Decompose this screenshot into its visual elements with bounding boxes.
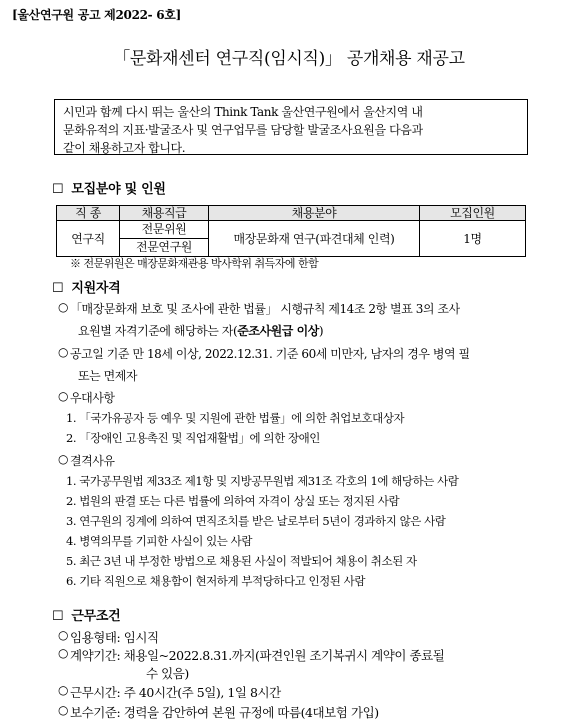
condition-item: 계약기간: 채용일~2022.8.31.까지(파견인원 조기복귀시 계약이 종료될 xyxy=(70,648,445,663)
table-header: 채용직급 xyxy=(120,206,209,221)
circle-bullet-icon: ○ xyxy=(58,452,69,466)
emphasis-text: 준조사원급 이상 xyxy=(237,324,319,338)
page-title: 「문화재센터 연구직(임시직)」 공개채용 재공고 xyxy=(113,49,465,69)
condition-item-cont: 수 있음) xyxy=(146,666,189,681)
checkbox-square-icon: ☐ xyxy=(52,609,64,624)
table-header: 직 종 xyxy=(57,206,120,221)
qualification-item-cont: 요원별 자격기준에 해당하는 자(준조사원급 이상) xyxy=(78,324,324,338)
disqual-title: 결격사유 xyxy=(70,454,115,468)
condition-item: 근무시간: 주 40시간(주 5일), 1일 8시간 xyxy=(70,685,281,700)
circle-bullet-icon: ○ xyxy=(58,300,69,314)
table-cell-grade: 전문위원 xyxy=(120,221,209,239)
section-heading-conditions xyxy=(52,605,120,624)
table-cell-job-type: 연구직 xyxy=(57,221,120,257)
condition-item: 임용형태: 임시직 xyxy=(70,630,159,645)
section-heading-recruit xyxy=(52,178,166,197)
condition-item: 보수기준: 경력을 감안하여 본원 규정에 따름(4대보험 가입) xyxy=(70,705,379,720)
disqual-item: 2. 법원의 판결 또는 다른 법률에 의하여 자격이 상실 또는 정지된 사람 xyxy=(66,494,400,508)
qualification-item: 공고일 기준 만 18세 이상, 2022.12.31. 기준 60세 미만자, 남자의 경우 병역 필 xyxy=(70,347,470,361)
intro-box xyxy=(54,99,528,155)
circle-bullet-icon: ○ xyxy=(58,703,69,717)
recruit-table xyxy=(56,205,526,257)
disqual-item: 6. 기타 직원으로 채용함이 현저하게 부적당하다고 인정된 사람 xyxy=(66,574,365,588)
disqual-item: 4. 병역의무를 기피한 사실이 있는 사람 xyxy=(66,534,252,548)
section-title: 근무조건 xyxy=(71,609,121,624)
table-row xyxy=(57,221,526,239)
qualification-item: 「매장문화재 보호 및 조사에 관한 법률」 시행규칙 제14조 2항 별표 3의 조사 xyxy=(70,302,460,316)
table-header: 채용분야 xyxy=(209,206,420,221)
disqual-item: 3. 연구원의 징계에 의하여 면직조치를 받은 날로부터 5년이 경과하지 않은 사람 xyxy=(66,514,446,528)
circle-bullet-icon: ○ xyxy=(58,646,69,660)
circle-bullet-icon: ○ xyxy=(58,683,69,697)
circle-bullet-icon: ○ xyxy=(58,389,69,403)
preference-item: 1. 「국가유공자 등 예우 및 지원에 관한 법률」에 의한 취업보호대상자 xyxy=(66,411,405,425)
table-cell-count: 1명 xyxy=(420,221,526,257)
table-header: 모집인원 xyxy=(420,206,526,221)
preference-title: 우대사항 xyxy=(70,391,115,405)
intro-line: 문화유적의 지표·발굴조사 및 연구업무를 담당할 발굴조사요원을 다음과 xyxy=(63,123,423,137)
disqual-item: 5. 최근 3년 내 부정한 방법으로 채용된 사실이 적발되어 채용이 취소된 자 xyxy=(66,554,417,568)
qualification-item-cont: 또는 면제자 xyxy=(78,369,138,383)
table-cell-grade: 전문연구원 xyxy=(120,239,209,257)
table-header-row xyxy=(57,206,526,221)
notice-number: [울산연구원 공고 제2022- 6호] xyxy=(12,8,181,22)
intro-line: 같이 채용하고자 합니다. xyxy=(63,141,186,155)
section-heading-qualification xyxy=(52,277,120,296)
preference-item: 2. 「장애인 고용촉진 및 직업재활법」에 의한 장애인 xyxy=(66,431,320,445)
disqual-item: 1. 국가공무원법 제33조 제1항 및 지방공무원법 제31조 각호의 1에 해당하는 사람 xyxy=(66,474,459,488)
section-title: 모집분야 및 인원 xyxy=(71,182,166,197)
circle-bullet-icon: ○ xyxy=(58,628,69,642)
recruit-note: ※ 전문위원은 매장문화재관용 박사학위 취득자에 한함 xyxy=(70,257,319,270)
table-cell-field: 매장문화재 연구(파견대체 인력) xyxy=(209,221,420,257)
section-title: 지원자격 xyxy=(71,281,121,296)
intro-line: 시민과 함께 다시 뛰는 울산의 Think Tank 울산연구원에서 울산지역 내 xyxy=(63,105,423,119)
checkbox-square-icon: ☐ xyxy=(52,281,64,296)
checkbox-square-icon: ☐ xyxy=(52,182,64,197)
circle-bullet-icon: ○ xyxy=(58,345,69,359)
